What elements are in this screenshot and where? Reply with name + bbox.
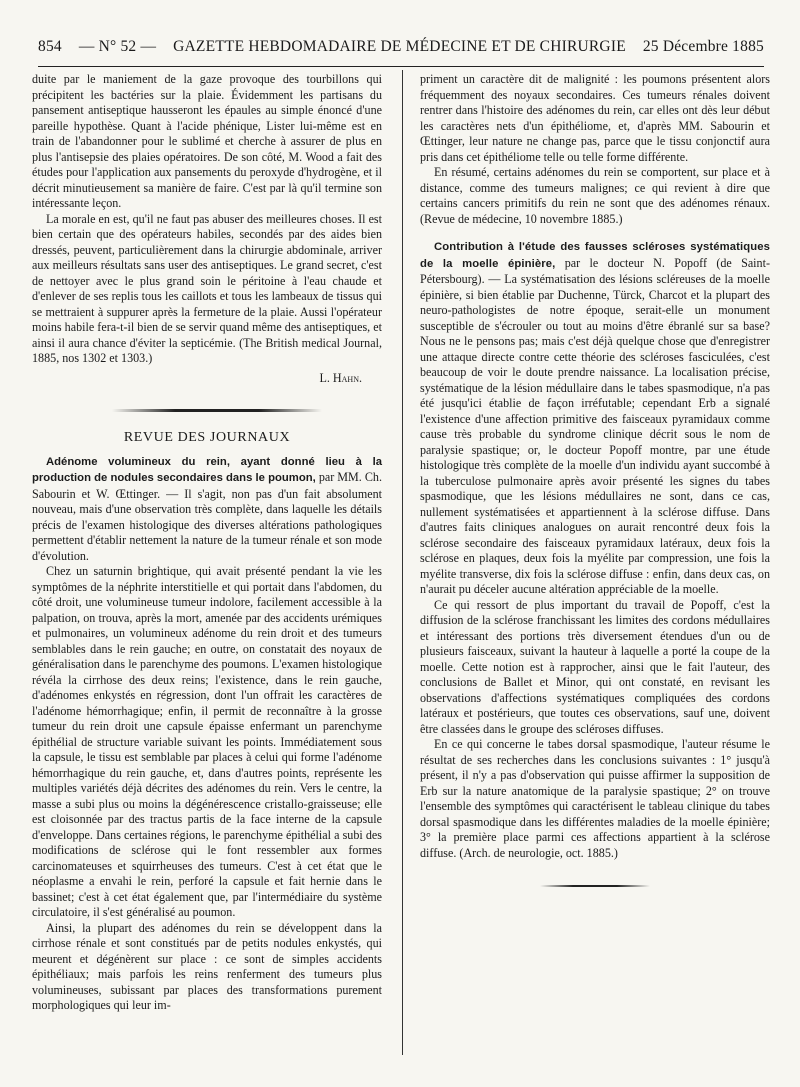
right-column — [420, 72, 770, 905]
article-intro: par le docteur N. Popoff (de Saint-Pétersbourg). — La systématisation des lésions scléreuses de la moelle épinière, si bien établie par Duchenne, Türck, Charcot et la plupart des neuro-pathologistes de notre époque, serait-elle un monument susceptible de s'écrouler ou tout au moins d'être ébranlé sur sa base? Nous ne le pensons pas; mais c'est déjà quelque chose que d'enregistrer une attaque directe contre cette théorie des scléroses fasciculées, c'est beaucoup de voir le doute prendre naissance. La localisation précise, systématique de la lésion médullaire dans le tabes spasmodique, n'a pas été jusqu'ici établie de façon irréfutable; cependant Erb a signalé l'existence d'une affection primitive des faisceaux pyramidaux comme cause très probable du syndrome clinique décrit sous le nom de paralysie spastique; or, le docteur Popoff montre, par une étude histologique très complète de la moelle d'un individu ayant succombé à la tuberculose pulmonaire après avoir présenté les signes du tabes spasmodique, que les lésions médullaires ne sont, dans ce cas, nullement systématisées et appartiennent à la sclérose diffuse. Dans d'autres faits cliniques analogues on aurait rencontré deux fois la sclérose secondaire des faisceaux pyramidaux latéraux, deux fois la sclérose en plaques, deux fois la myélite par compression, une fois la myélite transverse, dix fois la sclérose diffuse : enfin, dans deux cas, on n'aurait pu déceler aucune altération appréciable de la moelle. — [420, 255, 770, 596]
article-heading — [32, 454, 382, 565]
paragraph: duite par le maniement de la gaze provoque des tourbillons qui précipitent les bactéries sur la plaie. Évidemment les partisans du pansement antiseptique hausseront les épaules au simple énoncé d'une pareille hypothèse. Quant à l'acide phénique, Lister lui-même est en train de l'abandonner pour le sublimé et cherche à assurer de plus en plus l'antisepsie des plaies opératoires. De son côté, M. Wood a fait des études pour l'application aux pansements du peroxyde d'hydrogène, et il décrit minutieusement sa manière de faire. C'est par là qu'il termine son intéressante leçon. — [32, 72, 382, 210]
paragraph: La morale en est, qu'il ne faut pas abuser des meilleures choses. Il est bien certain que des opérateurs habiles, secondés par des aides bien dressés, peuvent, particulièrement dans la chirurgie abdominale, arriver aux meilleurs résultats sans user des antiseptiques. Le grand secret, c'est de nettoyer avec le plus grand soin le péritoine à l'eau chaude et d'enlever de ses replis tous les caillots et tous les lambeaux de tissus qui se mettraient à suppurer après la fermeture de la plaie. Aussi l'opérateur moins habile fera-t-il bien de se servir quand même des antiseptiques, et ainsi il aura chance d'éviter la septicémie. (The British medical Journal, 1885, nos 1302 et 1303.) — [32, 211, 382, 365]
author-signature: L. Hahn. — [319, 370, 362, 385]
ornament-divider — [420, 871, 770, 901]
column-divider — [402, 70, 403, 1055]
header-rule — [38, 66, 764, 67]
article-heading — [420, 239, 770, 598]
paragraph: priment un caractère dit de malignité : les poumons présentent alors fréquemment des noyaux secondaires. Ces tumeurs rénales doivent rentrer dans l'histoire des adénomes du rein, car elles ont dès leur début les caractères nets d'un épithéliome, et, d'après MM. Sabourin et Œttinger, leur nature ne change pas, parce que le tissu conjonctif aura pris dans cet épithéliome telle ou telle forme différente. — [420, 72, 770, 164]
section-title: REVUE DES JOURNAUX — [123, 430, 291, 445]
page-number: 854 — [38, 38, 62, 55]
page-header — [38, 38, 764, 62]
left-column — [32, 72, 382, 1014]
journal-title: GAZETTE HEBDOMADAIRE DE MÉDECINE ET DE CHIRURGIE — [173, 38, 626, 55]
spacer — [420, 227, 770, 239]
paragraph: Ainsi, la plupart des adénomes du rein se développent dans la cirrhose rénale et sont constitués par de petits nodules enkystés, qui meurent et dégénèrent sur place : ce sont de simples accidents épithéliaux; mais parfois les reins renferment des tumeurs plus volumineuses, subissant par places des transformations purement morphologiques qui leur im- — [32, 920, 382, 1012]
issue-date: 25 Décembre 1885 — [642, 38, 764, 55]
article-title: Contribution à l'étude des fausses scléroses systématiques de la moelle épinière, — [420, 241, 770, 270]
article-title: Adénome volumineux du rein, ayant donné lieu à la production de nodules secondaires dans le poumon, — [32, 455, 382, 484]
paragraph: En résumé, certains adénomes du rein se comportent, sur place et à distance, comme des tumeurs malignes; ce qui revient à dire que certains cancers primitifs du rein ne sont que des adénomes rénaux. (Revue de médecine, 10 novembre 1885.) — [420, 165, 770, 226]
issue-number: — N° 52 — — [78, 38, 157, 55]
paragraph: En ce qui concerne le tabes dorsal spasmodique, l'auteur résume le résultat de ses recherches dans les conclusions suivantes : 1° jusqu'à présent, il n'y a pas d'observation qui puisse affirmer la supposition de Erb sur la nature anatomique de la paralysie spastique; 2° on trouve l'ensemble des symptômes qui caractérisent le tableau clinique du tabes dorsal spasmodique dans les différentes maladies de la moelle épinière; 3° la première place parmi ces affections appartient à la sclérose diffuse. (Arch. de neurologie, oct. 1885.) — [420, 737, 770, 860]
paragraph: Chez un saturnin brightique, qui avait présenté pendant la vie les symptômes de la néphrite interstitielle et qui portait dans l'abdomen, du côté droit, une volumineuse tumeur indolore, facilement accessible à la palpation, on trouva, après la mort, amenée par des accidents urémiques et pulmonaires, un volumineux adénome du rein droit et des tumeurs semblables dans le rein gauche; en outre, on constatait des noyaux de généralisation dans le parenchyme des poumons. L'examen histologique révéla la cirrhose des deux reins; l'existence, dans le rein gauche, d'adénomes enkystés en régression, dont l'un offrait les caractères de l'adénome hémorrhagique; enfin, il permit de reconnaître à la grosse tumeur du rein droit une capsule épaisse enfermant un parenchyme épithélial de structure variable suivant les points. Immédiatement sous la capsule, le tissu est semblable par places à celui qui forme l'adénome hémorrhagique du rein gauche, et, dans d'autres points, représente les multiples variétés déjà décrites des adénomes du rein. Vers le centre, la masse a subi plus ou moins la dégénérescence cristallo-graisseuse; elle est cloisonnée par des tractus partis de la face interne de la capsule d'enveloppe. Dans certaines régions, le parenchyme épithélial a subi des modifications de sclérose qui le font ressembler aux formes carcinomateuses et squirrheuses des tumeurs. C'est à cet état que le néoplasme a envahi le rein, perforé la capsule et fait hernie dans le bassinet; c'est à cet état également que, par l'intermédiaire du système circulatoire, il s'est généralisé au poumon. — [32, 564, 382, 919]
paragraph: Ce qui ressort de plus important du travail de Popoff, c'est la diffusion de la sclérose franchissant les limites des cordons médullaires et intéressant des portions très diversement étendues d'un ou de plusieurs faisceaux, suivant la hauteur à laquelle a porté la coupe de la moelle. Cette notion est à rapprocher, ainsi que le fait l'auteur, des conclusions de Ballet et Minor, qui ont constaté, en revisant les observations d'affections systématiques compliquées des cordons latéraux et postérieurs, que toutes ces observations, sauf une, doivent être classées dans le groupe des scléroses diffuses. — [420, 597, 770, 736]
ornament-divider — [32, 396, 382, 426]
article-intro: par MM. Ch. Sabourin et W. Œttinger. — Il s'agit, non pas d'un fait absolument nouveau, mais d'une observation très complète, dans laquelle les détails précis de l'examen histologique des diverses altérations pathologiques permettent d'établir nettement la nature de la tumeur rénale et son mode d'évolution. — [32, 470, 383, 563]
